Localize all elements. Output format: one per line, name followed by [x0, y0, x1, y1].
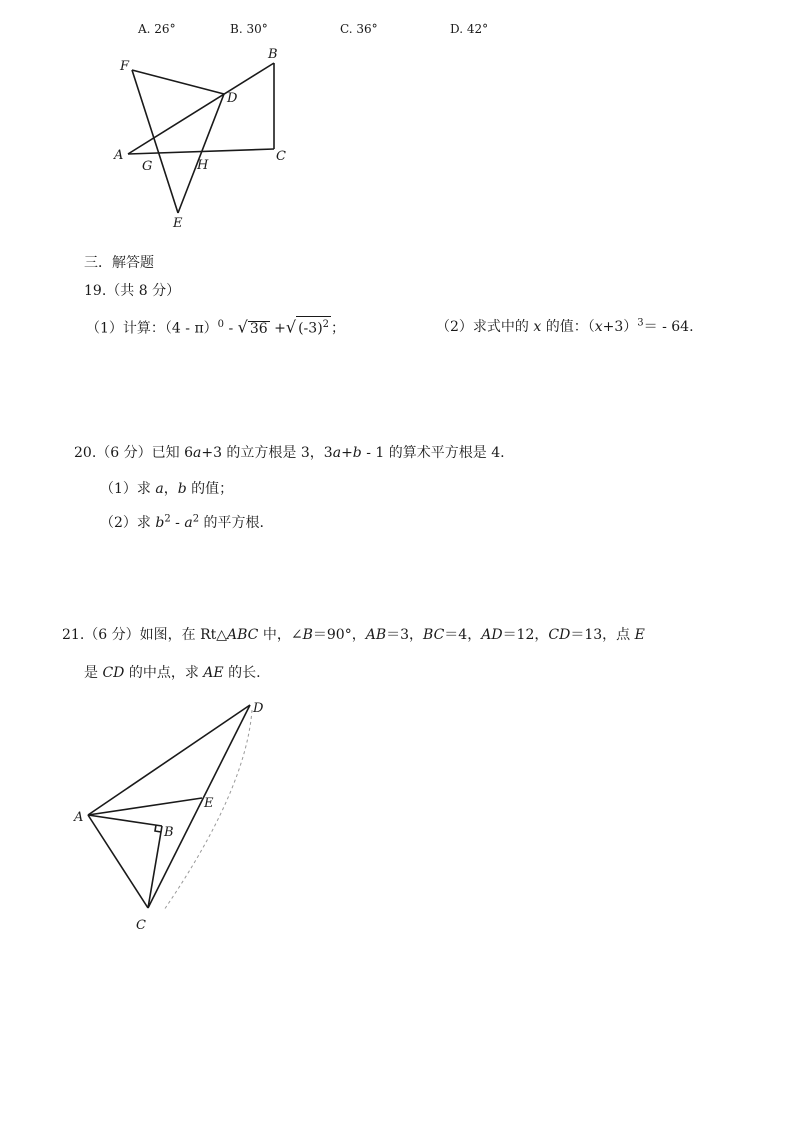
q19-part2-var: x	[533, 319, 542, 335]
q20-p2-e2: 2	[192, 513, 200, 525]
label-e: E	[173, 216, 183, 231]
q19-part1	[86, 316, 345, 338]
q19-part2-end: ＝ - 64.	[643, 319, 694, 335]
q19-part1-exp2: 2	[322, 319, 330, 330]
segment-fd	[132, 70, 224, 94]
q19-part2-plus3: +3）	[602, 319, 638, 335]
q20-p2-end: 的平方根.	[199, 515, 264, 531]
q20-var-b1: b	[352, 445, 362, 461]
q21-cd2: CD	[102, 665, 125, 681]
choice-d: D. 42°	[450, 22, 489, 36]
q20-t2: +	[341, 445, 353, 461]
q19-part1-sqrt36: 36	[249, 320, 268, 337]
sqrt-symbol: √	[285, 317, 297, 337]
q21-t6: ＝13，点	[570, 627, 635, 643]
label-h: H	[197, 158, 209, 173]
q21-t7: 的中点，求	[124, 665, 204, 681]
q21-pre: 21.（6 分）如图，在 Rt△	[62, 627, 228, 643]
q19-part1-minus: -	[224, 320, 238, 337]
label-c: C	[136, 918, 146, 933]
segment-de	[178, 94, 224, 213]
segment-dc	[148, 705, 250, 908]
segment-ad	[88, 705, 250, 815]
q20-p1-end: 的值；	[186, 481, 234, 497]
q19-part2-prefix: （2）求式中的	[436, 319, 534, 335]
q21-line2-pre: 是	[84, 665, 103, 681]
q21-e: E	[634, 627, 645, 643]
choice-b: B. 30°	[230, 22, 268, 36]
sqrt-symbol: √	[237, 317, 248, 337]
choice-a: A. 26°	[138, 22, 176, 36]
geometry-figure-2	[60, 690, 290, 940]
label-a: A	[114, 148, 124, 163]
label-b: B	[164, 825, 174, 840]
q19-part1-end: ；	[331, 320, 346, 337]
segment-ab	[88, 815, 162, 826]
q20-part1	[100, 478, 233, 498]
q20-t1: +3 的立方根是 3，3	[201, 445, 333, 461]
q19-part2-exp3: 3	[637, 317, 644, 329]
choice-c: C. 36°	[340, 22, 378, 36]
q21-bc: BC	[423, 627, 445, 643]
q20-p2-b: b	[155, 515, 165, 531]
label-a: A	[74, 810, 84, 825]
q21-ab: AB	[365, 627, 387, 643]
label-d: D	[253, 701, 264, 716]
label-c: C	[276, 149, 286, 164]
segment-ab	[128, 63, 274, 154]
q19-part1-radicand	[296, 316, 331, 337]
segment-ae	[88, 798, 202, 815]
q21-abc: ABC	[227, 627, 259, 643]
q20-p2-e1: 2	[164, 513, 171, 525]
q21-t2: ＝90°，	[312, 627, 366, 643]
q20-var-a2: a	[332, 445, 342, 461]
q21-ad: AD	[481, 627, 503, 643]
q19-part2	[436, 316, 694, 336]
q21-t8: 的长.	[223, 665, 261, 681]
label-b: B	[268, 47, 278, 62]
q20-p2-minus: -	[170, 515, 185, 531]
q19-part1-prefix: （1）计算：（4 - π）	[86, 320, 218, 337]
q20-part2	[100, 512, 264, 532]
q19-part1-plus: +	[269, 320, 286, 337]
q20-p2-pre: （2）求	[100, 515, 156, 531]
q20-stem	[74, 442, 505, 462]
q21-stem-line2	[84, 662, 261, 682]
segment-ac	[88, 815, 148, 908]
label-e: E	[204, 796, 214, 811]
q20-p1-sep: ，	[163, 481, 178, 497]
q19-part2-var2: x	[594, 319, 603, 335]
segment-fe	[132, 70, 178, 213]
geometry-figure-1	[100, 45, 320, 235]
q21-t4: ＝4，	[444, 627, 482, 643]
q21-cd: CD	[548, 627, 571, 643]
q20-p2-a: a	[184, 515, 193, 531]
q19-part1-inner: (-3)	[298, 320, 323, 337]
q20-p1-pre: （1）求	[100, 481, 156, 497]
q20-t3: - 1 的算术平方根是 4.	[361, 445, 505, 461]
q19-part1-exp0: 0	[217, 319, 225, 330]
q19-header: 19.（共 8 分）	[84, 283, 181, 299]
section-title: 三．解答题	[84, 255, 154, 271]
q20-p1-b: b	[177, 481, 187, 497]
label-d: D	[227, 91, 238, 106]
q21-b: B	[302, 627, 313, 643]
label-f: F	[120, 59, 130, 74]
q20-header: 20.（6 分）已知 6	[74, 445, 193, 461]
q21-ae: AE	[203, 665, 224, 681]
q21-t3: ＝3，	[386, 627, 424, 643]
q21-stem-line1	[62, 624, 645, 644]
label-g: G	[142, 159, 153, 174]
q19-part2-mid: 的值：（	[541, 319, 595, 335]
q20-var-a1: a	[192, 445, 202, 461]
q20-p1-a: a	[155, 481, 164, 497]
q21-t5: ＝12，	[502, 627, 549, 643]
q21-t1: 中，∠	[258, 627, 303, 643]
